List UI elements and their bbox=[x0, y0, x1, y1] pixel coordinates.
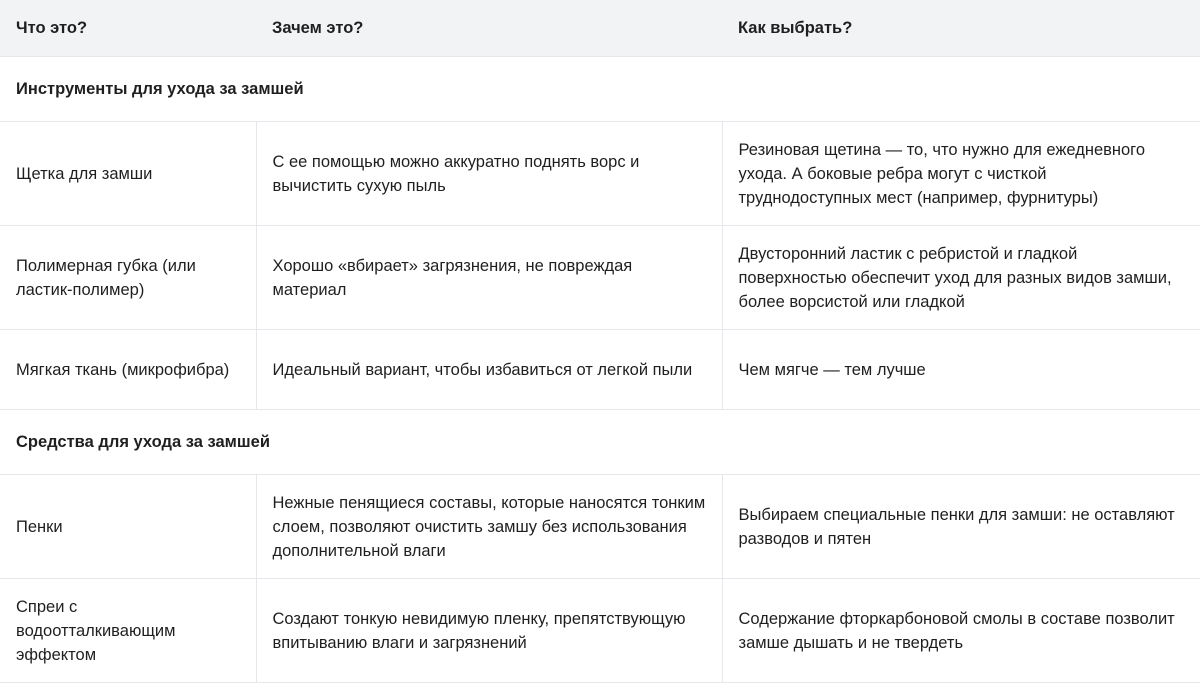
table-header bbox=[0, 0, 1200, 57]
section-row-products bbox=[0, 410, 1200, 475]
table-row bbox=[0, 475, 1200, 579]
cell-why: Хорошо «вбирает» загрязнения, не повреждая материал bbox=[256, 226, 722, 330]
table-row bbox=[0, 579, 1200, 683]
cell-how: Содержание фторкарбоновой смолы в составе позволит замше дышать и не твердеть bbox=[722, 579, 1200, 683]
cell-why: С ее помощью можно аккуратно поднять ворс и вычистить сухую пыль bbox=[256, 122, 722, 226]
cell-how: Чем мягче — тем лучше bbox=[722, 330, 1200, 410]
cell-how: Резиновая щетина — то, что нужно для ежедневного ухода. А боковые ребра могут с чисткой труднодоступных мест (например, фурнитуры) bbox=[722, 122, 1200, 226]
table-row bbox=[0, 226, 1200, 330]
header-what: Что это? bbox=[0, 0, 256, 57]
header-row bbox=[0, 0, 1200, 57]
header-how: Как выбрать? bbox=[722, 0, 1200, 57]
cell-how: Выбираем специальные пенки для замши: не оставляют разводов и пятен bbox=[722, 475, 1200, 579]
header-why: Зачем это? bbox=[256, 0, 722, 57]
cell-what: Полимерная губка (или ластик-полимер) bbox=[0, 226, 256, 330]
table-row bbox=[0, 122, 1200, 226]
cell-what: Спреи с водоотталкивающим эффектом bbox=[0, 579, 256, 683]
table-row bbox=[0, 330, 1200, 410]
cell-why: Идеальный вариант, чтобы избавиться от легкой пыли bbox=[256, 330, 722, 410]
cell-why: Нежные пенящиеся составы, которые наносятся тонким слоем, позволяют очистить замшу без использования дополнительной влаги bbox=[256, 475, 722, 579]
cell-what: Пенки bbox=[0, 475, 256, 579]
cell-how: Двусторонний ластик с ребристой и гладкой поверхностью обеспечит уход для разных видов замши, более ворсистой или гладкой bbox=[722, 226, 1200, 330]
section-title: Средства для ухода за замшей bbox=[0, 410, 1200, 475]
section-row-tools bbox=[0, 57, 1200, 122]
cell-what: Щетка для замши bbox=[0, 122, 256, 226]
section-title: Инструменты для ухода за замшей bbox=[0, 57, 1200, 122]
cell-what: Мягкая ткань (микрофибра) bbox=[0, 330, 256, 410]
cell-why: Создают тонкую невидимую пленку, препятствующую впитыванию влаги и загрязнений bbox=[256, 579, 722, 683]
